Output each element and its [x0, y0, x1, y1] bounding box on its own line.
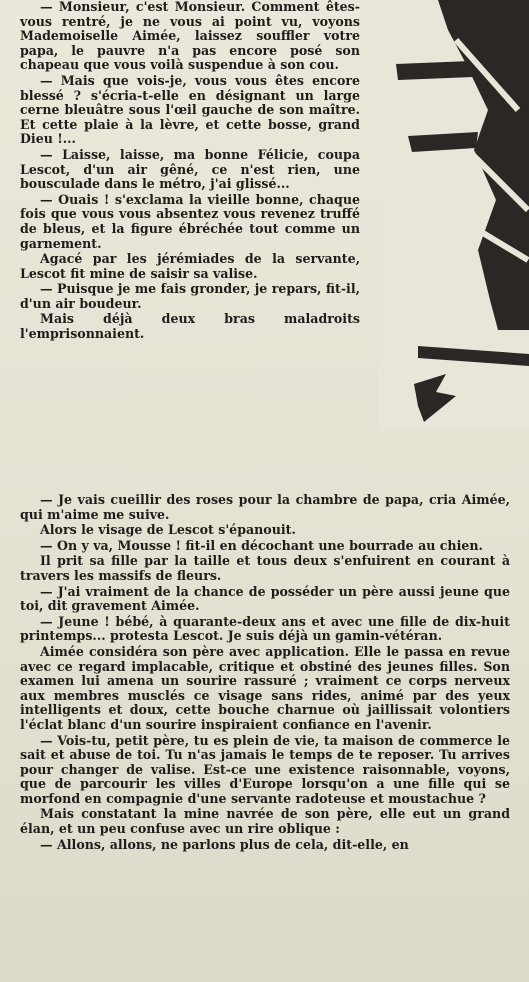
narrow-text-column: [20, 0, 360, 342]
paragraph: Agacé par les jérémiades de la servante, Lescot fit mine de saisir sa valise.: [20, 251, 360, 281]
paragraph: Il prit sa fille par la taille et tous deux s'enfuirent en courant à travers les massifs de fleurs.: [20, 553, 510, 583]
paragraph: Mais constatant la mine navrée de son père, elle eut un grand élan, et un peu confuse avec un rire oblique :: [20, 806, 510, 837]
paragraph: — On y va, Mousse ! fit-il en décochant une bourrade au chien.: [40, 537, 483, 553]
paragraph: — Allons, allons, ne parlons plus de cela, dit-elle, en: [40, 836, 409, 852]
paragraph: — J'ai vraiment de la chance de posséder un père aussi jeune que toi, dit gravement Aimée.: [20, 583, 510, 614]
paragraph: — Jeune ! bébé, à quarante-deux ans et avec une fille de dix-huit printemps... protesta Lescot. Je suis déjà un gamin-vétéran.: [20, 613, 510, 644]
illustration-fragment: [378, 0, 529, 430]
paragraph: Mais déjà deux bras maladroits l'emprisonnaient.: [20, 311, 360, 342]
paragraph: — Ouais ! s'exclama la vieille bonne, chaque fois que vous vous absentez vous revenez truffé de bleus, et la figure ébréchée tout comme un garnement.: [20, 191, 360, 251]
paragraph: — Je vais cueillir des roses pour la chambre de papa, cria Aimée, qui m'aime me suive.: [20, 492, 510, 522]
wide-text-column: [20, 493, 510, 852]
paragraph: Alors le visage de Lescot s'épanouit.: [40, 522, 296, 538]
paragraph: — Mais que vois-je, vous vous êtes encore blessé ? s'écria-t-elle en désignant un large cerne bleuâtre sous l'œil gauche de son maître. Et cette plaie à la lèvre, et cette bosse, grand Dieu !...: [20, 72, 360, 147]
paragraph: — Vois-tu, petit père, tu es plein de vie, ta maison de commerce le sait et abuse de toi. Tu n'as jamais le temps de te reposer. Tu arrives pour changer de valise. Est-ce une existence raisonnable, voyons, que de parcourir les villes d'Europe lorsqu'on a une fille qui se morfond en compagnie d'une servante radoteuse et moustachue ?: [20, 732, 510, 806]
paragraph: — Puisque je me fais gronder, je repars, fit-il, d'un air boudeur.: [20, 281, 360, 311]
paragraph: Aimée considéra son père avec application. Elle le passa en revue avec ce regard implacable, critique et obstiné des jeunes filles. Son examen lui amena un sourire rassuré ; vraiment ce corps nerveux aux membres musclés ce visage sans rides, animé par des yeux intelligents et doux, cette bouche charnue où jaillissait volontiers l'éclat blanc d'un sourire inspiraient confiance en l'avenir.: [20, 643, 510, 732]
paragraph: — Laisse, laisse, ma bonne Félicie, coupa Lescot, d'un air gêné, ce n'est rien, une bousculade dans le métro, j'ai glissé...: [20, 146, 360, 192]
paragraph: — Monsieur, c'est Monsieur. Comment êtes-vous rentré, je ne vous ai point vu, voyons Mademoiselle Aimée, laissez souffler votre papa, le pauvre n'a pas encore posé son chapeau que vous voilà suspendue à son cou.: [20, 0, 360, 73]
